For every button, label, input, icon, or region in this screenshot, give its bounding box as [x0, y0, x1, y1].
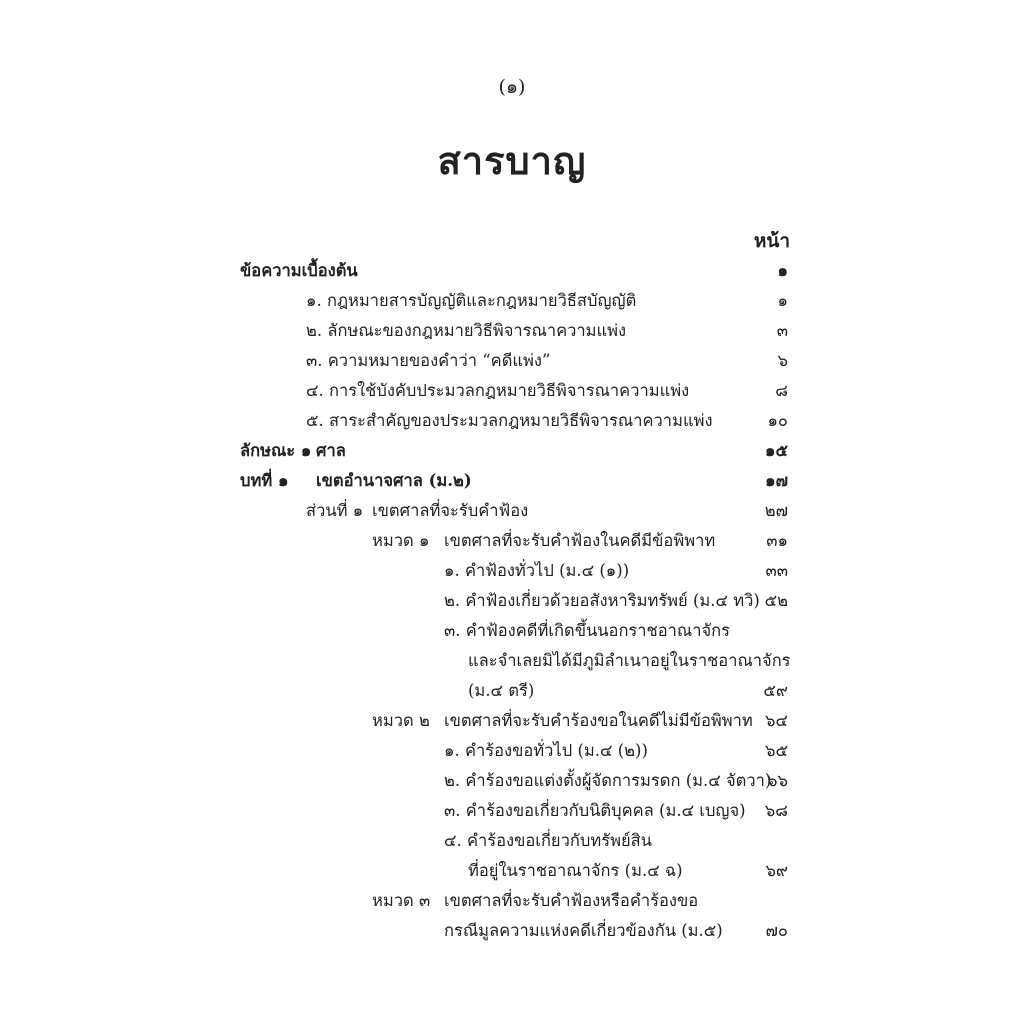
toc-entry-title: ๑. คำร้องขอทั่วไป (ม.๔ (๒)) [444, 741, 648, 760]
toc-row [0, 286, 1024, 316]
toc-row [0, 796, 1024, 826]
toc-row [0, 676, 1024, 706]
toc-entry-title: ศาล [316, 441, 346, 460]
toc-row [0, 766, 1024, 796]
toc-entry-page: ๖๔ [765, 711, 788, 730]
toc-entry-title: เขตอำนาจศาล (ม.๒) [316, 471, 472, 490]
toc-row [0, 886, 1024, 916]
toc-entry-title: เขตศาลที่จะรับคำร้องขอในคดีไม่มีข้อพิพาท [444, 711, 753, 730]
page-column-header: หน้า [753, 230, 790, 252]
toc-entry-title: และจำเลยมิได้มีภูมิลำเนาอยู่ในราชอาณาจักร [468, 651, 791, 670]
toc-entry-page: ๑๐ [767, 411, 788, 430]
toc-entry-title: ๓. คำฟ้องคดีที่เกิดขึ้นนอกราชอาณาจักร [444, 621, 731, 640]
toc-entry-title: ๓. คำร้องขอเกี่ยวกับนิติบุคคล (ม.๔ เบญจ) [444, 801, 746, 820]
toc-entry-title: ๑. กฎหมายสารบัญญัติและกฎหมายวิธีสบัญญัติ [306, 291, 637, 310]
toc-entry-label: ลักษณะ ๑ [240, 441, 312, 460]
toc-entry-page: ๖๖ [767, 771, 788, 790]
toc-entry-title: กรณีมูลความแห่งคดีเกี่ยวข้องกัน (ม.๕) [444, 921, 723, 940]
toc-entry-page: ๓๑ [766, 531, 788, 550]
toc-entry-title: ๒. ลักษณะของกฎหมายวิธีพิจารณาความแพ่ง [306, 321, 627, 340]
toc-entry-title: (ม.๔ ตรี) [468, 681, 535, 700]
toc-row [0, 556, 1024, 586]
toc-row [0, 346, 1024, 376]
toc-entry-page: ๓ [776, 321, 788, 340]
toc-entry-page: ๕๒ [764, 591, 788, 610]
toc-entry-title: ข้อความเบื้องต้น [240, 261, 358, 280]
toc-entry-page: ๕๙ [763, 681, 788, 700]
toc-entry-page: ๖ [777, 351, 788, 370]
toc-entry-page: ๑๕ [765, 441, 788, 460]
toc-entry-label: บทที่ ๑ [240, 471, 289, 490]
toc-row [0, 616, 1024, 646]
toc-row [0, 436, 1024, 466]
page-title: สารบาญ [437, 138, 587, 183]
toc-row [0, 316, 1024, 346]
toc-entry-page: ๑ [777, 261, 788, 280]
toc-entry-page: ๘ [775, 381, 788, 400]
toc-entry-label: ส่วนที่ ๑ [306, 501, 364, 520]
toc-entry-page: ๗๐ [765, 921, 788, 940]
toc-row [0, 376, 1024, 406]
toc-row [0, 256, 1024, 286]
toc-row [0, 826, 1024, 856]
toc-entry-page: ๖๙ [765, 861, 788, 880]
toc-entry-page: ๖๘ [764, 801, 788, 820]
toc-entry-title: ๑. คำฟ้องทั่วไป (ม.๔ (๑)) [444, 561, 630, 580]
toc-row [0, 586, 1024, 616]
toc-entry-title: เขตศาลที่จะรับคำฟ้อง [372, 501, 529, 520]
toc-entry-page: ๖๕ [765, 741, 788, 760]
toc-entry-title: ๒. คำฟ้องเกี่ยวด้วยอสังหาริมทรัพย์ (ม.๔ ทวิ) [444, 591, 760, 610]
toc-row [0, 466, 1024, 496]
page-number: (๑) [498, 76, 526, 98]
toc-row [0, 916, 1024, 946]
toc-entry-title: เขตศาลที่จะรับคำฟ้องในคดีมีข้อพิพาท [444, 531, 716, 550]
toc-entry-title: ที่อยู่ในราชอาณาจักร (ม.๔ ฉ) [468, 861, 683, 880]
toc-row [0, 856, 1024, 886]
toc-entry-page: ๑๗ [765, 471, 788, 490]
toc-row [0, 496, 1024, 526]
toc-entry-label: หมวด ๑ [372, 531, 430, 550]
toc-entry-page: ๓๓ [765, 561, 788, 580]
toc-entry-title: ๔. การใช้บังคับประมวลกฎหมายวิธีพิจารณาความแพ่ง [306, 381, 690, 400]
toc-entry-page: ๒๗ [764, 501, 788, 520]
toc-row [0, 526, 1024, 556]
toc-row [0, 646, 1024, 676]
toc-entry-label: หมวด ๒ [372, 711, 430, 730]
toc-entry-title: เขตศาลที่จะรับคำฟ้องหรือคำร้องขอ [444, 891, 699, 910]
toc-row [0, 706, 1024, 736]
toc-row [0, 736, 1024, 766]
toc-entry-page: ๑ [777, 291, 788, 310]
toc-entry-title: ๓. ความหมายของคำว่า “คดีแพ่ง” [306, 351, 551, 370]
table-of-contents [0, 256, 1024, 946]
toc-row [0, 406, 1024, 436]
toc-entry-title: ๒. คำร้องขอแต่งตั้งผู้จัดการมรดก (ม.๔ จัตวา) [444, 771, 772, 790]
toc-entry-label: หมวด ๓ [372, 891, 431, 910]
toc-entry-title: ๔. คำร้องขอเกี่ยวกับทรัพย์สิน [444, 831, 652, 850]
toc-entry-title: ๕. สาระสำคัญของประมวลกฎหมายวิธีพิจารณาความแพ่ง [306, 411, 713, 430]
